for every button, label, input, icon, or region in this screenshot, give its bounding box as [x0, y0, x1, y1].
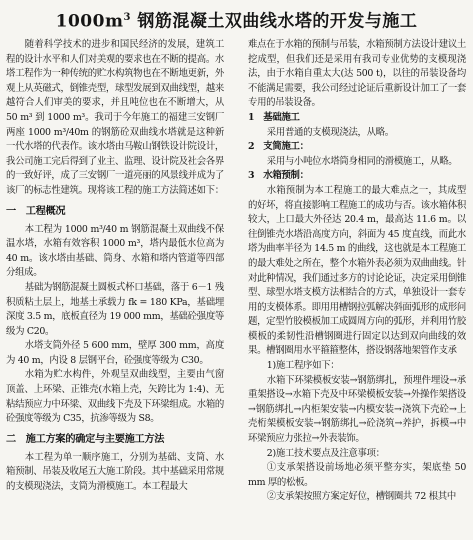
left-column: [6, 38, 224, 495]
subsection-3-heading: 3 水箱预制：: [248, 170, 309, 182]
technical-points-heading: 2)施工技术要点及注意事项：: [266, 447, 385, 459]
title-text: 钢筋混凝土双曲线水塔的开发与施工: [130, 11, 418, 32]
technical-point-2: ②支承架按照方案定好位，槽钢圈共 72 根其中: [266, 491, 456, 503]
section-1-paragraph: 基础为钢筋混凝土圆板式杯口基础，落于 6－1 残积质粘土层上，地基土承载力 fk = 180 KPa，基础埋深度 3.5 m，底板直径为 19 000 mm，基础砼强度等级为 C20。: [6, 281, 224, 337]
intro-paragraph: 随着科学技术的进步和国民经济的发展，建筑工程的设计水平和人们对美观的要求也在不断的提高。水塔工程作为一种传统的贮水构筑物也在不断地更新，外观上从英磁式，倒锥壳型，球型发展到双曲线型，越来越符合人们审美的要求，并且吨位也在不断增大，从 50 m³ 到 1000 m³。我司于今年施工的福建三安钢厂两座 1000 m³/40m 的钢筋砼双曲线水塔就是这种新一代水塔的代表作。该水塔由马鞍山钢铁设计院设计，我公司施工完后得到了业主、监理、设计院及社会各界的一致好评，成了三安钢厂一道亮丽的风景线并成为了该厂的标志性建筑。现将该工程的施工方法简述如下：: [6, 39, 224, 196]
continued-paragraph: 难点在于水箱的预制与吊装，水箱预制方法设计建议土挖成型，但我们还是采用有我司专业优势的支模现浇法，由于水箱自重太大(达 500 t)，以往的吊装设备均不能满足需要，我公司经过论证后重新设计加工了一套专用的吊装设备。: [248, 39, 466, 109]
section-1-paragraph: 水箱为贮水构件，外观呈双曲线型，主要由气窗顶盖、上环梁、正锥壳(水箱上壳，矢跨比为 1:4)、无粘结预应力中环梁、双曲线下壳及下环梁组成。水箱的砼强度等级为 C35，抗渗等级为 S8。: [6, 369, 224, 425]
section-2-heading: 二 施工方案的确定与主要施工方法: [6, 432, 165, 445]
subsection-1-heading: 1 基础施工: [248, 111, 300, 123]
subsection-3-paragraph: 水箱预制为本工程施工的最大难点之一，其成型的好坏，将直接影响工程施工的成功与否。该水箱体积较大，上口最大外径达 20.4 m，最高达 11.6 m。以往倒锥壳水塔沿高度方向，斜面为 45 度直线，而此水塔为曲率半径为 14.5 m 的曲线，这也就是本工程施工的最大难处之所在，整个水箱外表必须为双曲曲线。针对此种情况，我们通过多方的讨论论证，决定采用倒锥型、球型水塔支模方法相结合的方式，单独设计一套专用的支模体系。即用用槽钢拉弧解决斜面弧形的成形问题，定型竹胶模板加工成圆周方向的弧形，并利用竹胶模板的柔韧性沿槽钢圈进行固定以达到双向曲线的效果。槽钢圈用水平箍箍整体，搭设钢落地架管作支承: [248, 184, 466, 357]
subsection-1-paragraph: 采用普通的支模现浇法，从略。: [266, 126, 394, 138]
section-1-heading: 一 工程概况: [6, 204, 66, 217]
procedure-heading: 1)施工程序如下：: [266, 360, 340, 372]
subsection-2-paragraph: 采用与小吨位水塔筒身相同的滑模施工，从略。: [266, 155, 458, 167]
procedure-paragraph: 水箱下环梁模板安装→钢筋绑扎，预埋件埋设→承重架搭设→水箱下壳及中环梁模板安装→外操作架搭设→钢筋绑扎→内柜架安装→内模安装→浇筑下壳砼→上壳桁架模板安装→钢筋绑扎→砼浇筑→养护，拆模→中环梁预应力张拉→外表装饰。: [248, 374, 466, 445]
right-column: [248, 38, 466, 505]
section-1-paragraph: 本工程为 1000 m³/40 m 钢筋混凝土双曲线不保温水塔，水箱有效容积 1000 m³，塔内最低水位高为 40 m。该水塔由基础、筒身、水箱和塔内管道等四部分组成。: [6, 223, 224, 279]
title-superscript: 3: [123, 12, 131, 23]
article-title: [0, 6, 473, 34]
technical-point-1: ①支承架搭设前场地必须平整夯实，架底垫 50 mm 厚的松板。: [248, 462, 466, 488]
section-1-paragraph: 水塔支筒外径 5 600 mm，壁厚 300 mm，高度为 40 m，内设 8 层钢平台，砼强度等级为 C30。: [6, 340, 224, 366]
section-2-paragraph: 本工程为单一顺序施工，分别为基础、支筒、水箱预制、吊装及收尾五大施工阶段。其中基础采用常规的支模现浇法，支筒为滑模施工。本工程最大: [6, 451, 224, 493]
subsection-2-heading: 2 支筒施工：: [248, 141, 309, 153]
title-prefix: 1000m: [55, 11, 124, 32]
